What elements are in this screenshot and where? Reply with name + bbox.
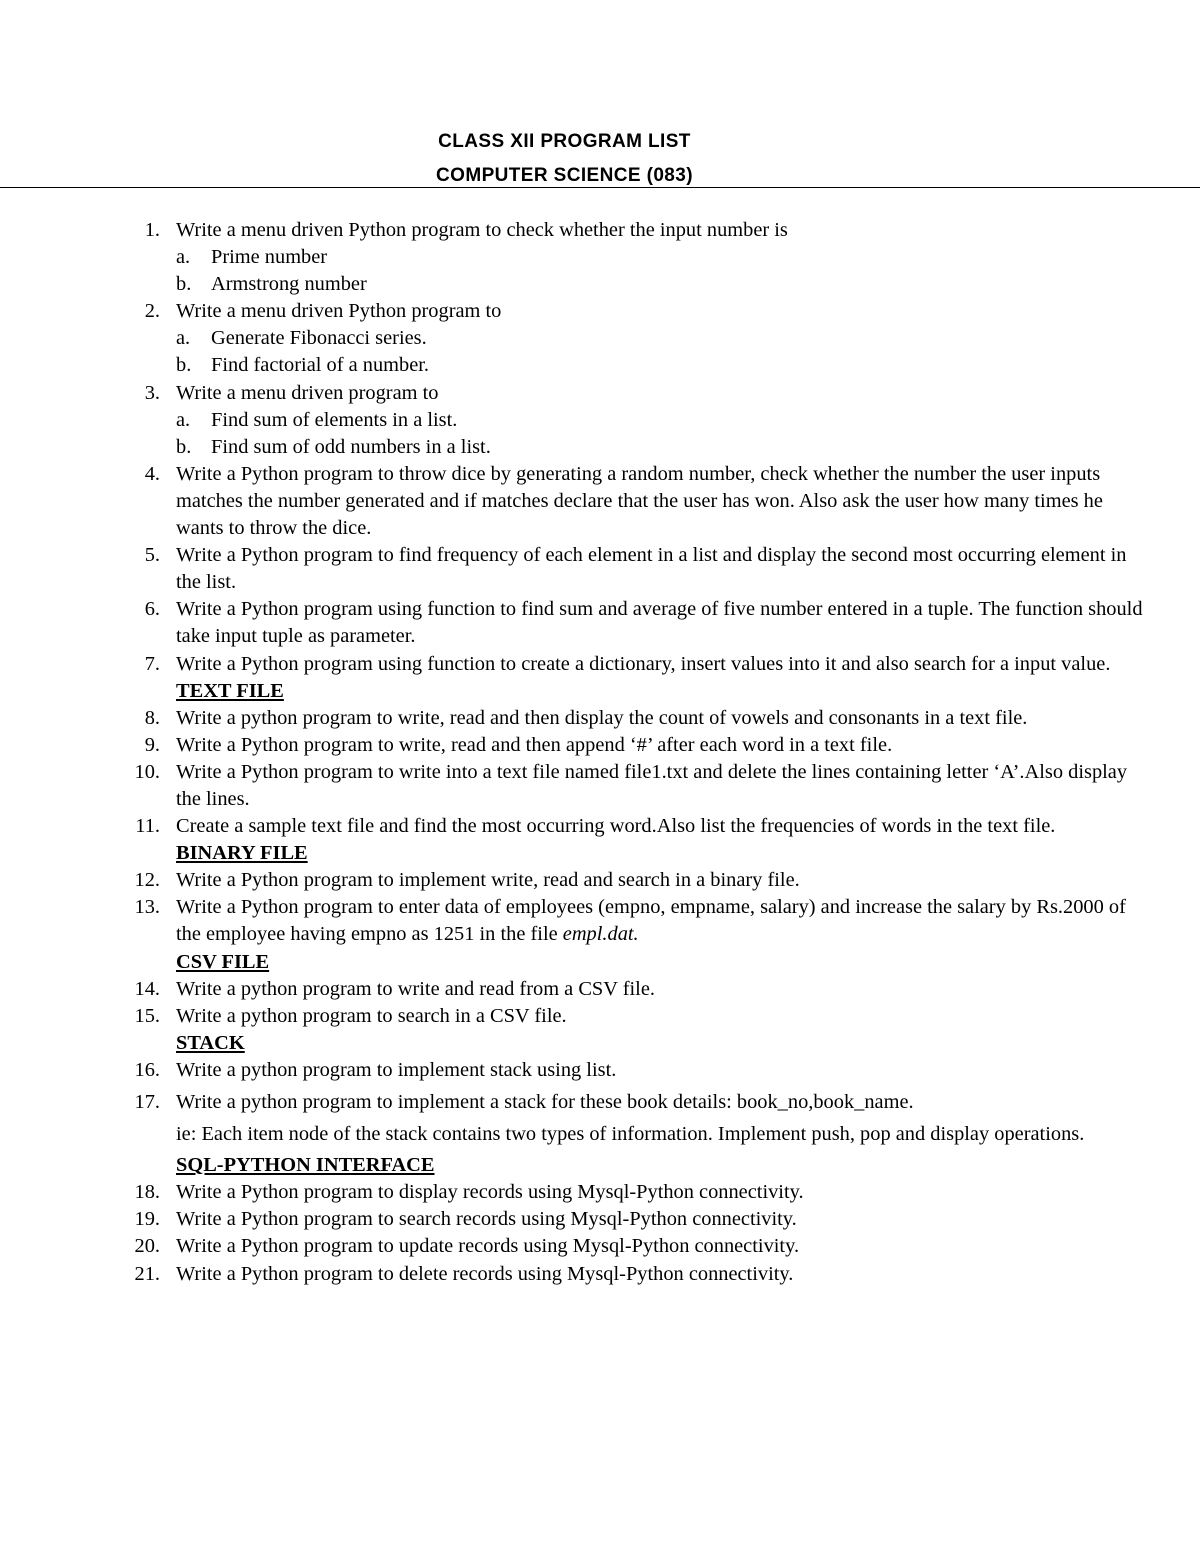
item-number: 19. xyxy=(134,1208,160,1231)
sub-text: Find sum of odd numbers in a list. xyxy=(211,435,491,458)
list-item xyxy=(0,461,1144,542)
list-item xyxy=(0,217,1144,244)
item-text: Write a Python program to implement write, read and search in a binary file. xyxy=(176,869,800,892)
item-text: Write a python program to write and read from a CSV file. xyxy=(176,977,655,1000)
sub-text: Find factorial of a number. xyxy=(211,354,430,377)
item-number: 8. xyxy=(144,706,160,729)
item-text: Write a Python program using function to create a dictionary, insert values into it and also search for a input value. xyxy=(176,652,1111,675)
page-subtitle: COMPUTER SCIENCE (083) xyxy=(436,165,693,186)
list-item xyxy=(0,1233,1144,1260)
item-note: ie: Each item node of the stack contains two types of information. Implement push, pop and display operations. xyxy=(176,1123,1085,1146)
item-text: Write a python program to implement a stack for these book details: book_no,book_name. xyxy=(176,1091,914,1113)
item-text: Write a Python program to throw dice by generating a random number, check whether the number the user inputs matches the number generated and if matches declare that the user has won. Also ask the user how many times he wants to throw the dice. xyxy=(176,462,1103,540)
item-number: 1. xyxy=(144,219,160,241)
list-item xyxy=(0,1179,1144,1206)
sub-letter: b. xyxy=(176,273,192,296)
sub-letter: b. xyxy=(176,354,192,377)
item-text: Write a python program to implement stack using list. xyxy=(176,1058,617,1081)
item-number: 21. xyxy=(134,1262,160,1285)
sub-item xyxy=(0,325,1200,352)
item-text: Create a sample text file and find the most occurring word.Also list the frequencies of words in the text file. xyxy=(176,815,1056,838)
section-heading-binary-file: BINARY FILE xyxy=(176,842,308,865)
item-number: 3. xyxy=(144,381,160,404)
list-item xyxy=(0,732,1144,759)
sub-text: Prime number xyxy=(211,246,328,269)
item-text: Write a menu driven Python program to xyxy=(176,300,502,323)
item-text: Write a python program to write, read and then display the count of vowels and consonants in a text file. xyxy=(176,706,1028,729)
list-item xyxy=(0,867,1144,894)
list-item xyxy=(0,759,1144,813)
item-number: 9. xyxy=(144,733,160,756)
section-heading-stack: STACK xyxy=(176,1031,245,1054)
item-text: Write a menu driven program to xyxy=(176,381,439,404)
list-item xyxy=(0,813,1144,840)
sub-item xyxy=(0,407,1200,434)
list-item xyxy=(0,542,1144,596)
item-text: Write a Python program to write, read and then append ‘#’ after each word in a text file. xyxy=(176,733,893,756)
item-number: 7. xyxy=(144,652,160,675)
sub-item xyxy=(0,271,1200,298)
item-text: Write a Python program to find frequency of each element in a list and display the second most occurring element in the list. xyxy=(176,544,1127,594)
item-text: Write a Python program to delete records using Mysql-Python connectivity. xyxy=(176,1262,794,1285)
item-text: Write a Python program using function to find sum and average of five number entered in a tuple. The function should take input tuple as parameter. xyxy=(176,598,1143,648)
item-number: 12. xyxy=(134,869,160,892)
sub-item xyxy=(0,434,1200,461)
item-text: Write a menu driven Python program to check whether the input number is xyxy=(176,219,788,241)
item-number: 13. xyxy=(134,896,160,919)
item-number: 10. xyxy=(134,760,160,783)
sub-letter: a. xyxy=(176,246,191,269)
list-item xyxy=(0,976,1144,1003)
sub-item xyxy=(0,244,1200,271)
section-heading-sql: SQL-PYTHON INTERFACE xyxy=(176,1154,435,1177)
sub-text: Armstrong number xyxy=(211,273,367,296)
list-item xyxy=(0,1057,1144,1084)
item-number: 2. xyxy=(144,300,160,323)
list-item xyxy=(0,1003,1144,1030)
sub-letter: a. xyxy=(176,327,191,350)
item-number: 4. xyxy=(144,462,160,485)
item-number: 15. xyxy=(134,1004,160,1027)
list-item xyxy=(0,1206,1144,1233)
file-name: empl.dat. xyxy=(562,923,639,946)
item-text: Write a Python program to enter data of employees (empno, empname, salary) and increase the salary by Rs.2000 of the employee having empno as 1251 in the file xyxy=(176,896,1126,946)
item-number: 17. xyxy=(134,1091,160,1113)
item-number: 6. xyxy=(144,598,160,621)
item-text: Write a python program to search in a CSV file. xyxy=(176,1004,567,1027)
item-number: 18. xyxy=(134,1181,160,1204)
section-heading-csv-file: CSV FILE xyxy=(176,950,270,973)
list-item xyxy=(0,380,1144,407)
sub-text: Find sum of elements in a list. xyxy=(211,408,458,431)
item-text: Write a Python program to write into a text file named file1.txt and delete the lines containing letter ‘A’.Also display the lines. xyxy=(176,760,1128,810)
item-text: Write a Python program to search records using Mysql-Python connectivity. xyxy=(176,1208,797,1231)
program-list xyxy=(0,217,1200,1288)
header-rule xyxy=(0,187,1200,188)
item-number: 14. xyxy=(134,977,160,1000)
section-heading-text-file: TEXT FILE xyxy=(176,679,284,702)
sub-letter: a. xyxy=(176,408,191,431)
list-item xyxy=(0,1261,1144,1288)
list-item xyxy=(0,596,1144,650)
item-number: 11. xyxy=(135,815,160,838)
list-item xyxy=(0,705,1144,732)
sub-letter: b. xyxy=(176,435,192,458)
list-item xyxy=(0,1089,1144,1116)
item-number: 20. xyxy=(134,1235,160,1258)
list-item xyxy=(0,298,1144,325)
sub-text: Generate Fibonacci series. xyxy=(211,327,427,350)
item-number: 5. xyxy=(144,544,160,567)
sub-item xyxy=(0,352,1200,379)
list-item xyxy=(0,894,1144,948)
item-text: Write a Python program to update records using Mysql-Python connectivity. xyxy=(176,1235,800,1258)
item-text: Write a Python program to display records using Mysql-Python connectivity. xyxy=(176,1181,804,1204)
item-number: 16. xyxy=(134,1058,160,1081)
page-title: CLASS XII PROGRAM LIST xyxy=(438,131,691,152)
list-item xyxy=(0,651,1144,678)
